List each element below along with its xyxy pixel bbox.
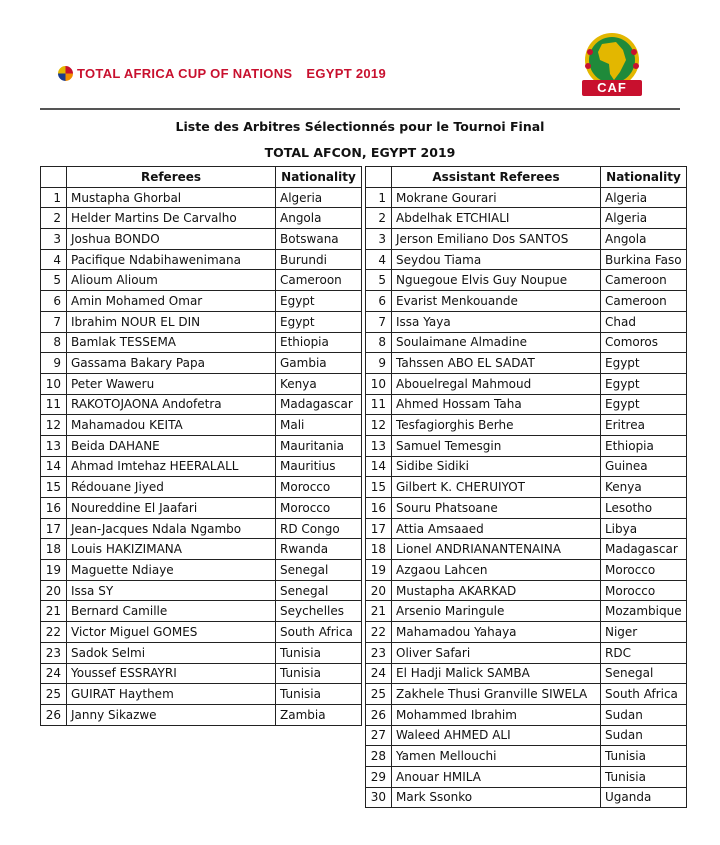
referee-row <box>41 456 362 477</box>
referee-nationality: Botswana <box>276 229 362 250</box>
assistant-referee-number: 30 <box>366 787 392 808</box>
assistant-referee-name: Ahmed Hossam Taha <box>392 394 601 415</box>
assistant-referee-nationality: South Africa <box>601 684 687 705</box>
referee-name: Jean-Jacques Ndala Ngambo <box>67 518 276 539</box>
assistant-header-nationality: Nationality <box>601 167 687 188</box>
assistant-referee-nationality: Morocco <box>601 560 687 581</box>
assistant-referee-name: Gilbert K. CHERUIYOT <box>392 477 601 498</box>
referee-number: 17 <box>41 518 67 539</box>
assistant-referee-nationality: Guinea <box>601 456 687 477</box>
referee-nationality: Kenya <box>276 373 362 394</box>
referee-number: 8 <box>41 332 67 353</box>
referee-name: Janny Sikazwe <box>67 704 276 725</box>
referee-name: Alioum Alioum <box>67 270 276 291</box>
referee-name: Issa SY <box>67 580 276 601</box>
referee-row <box>41 353 362 374</box>
assistant-referee-number: 19 <box>366 560 392 581</box>
assistant-referee-number: 15 <box>366 477 392 498</box>
assistant-referee-nationality: Mozambique <box>601 601 687 622</box>
referee-nationality: Egypt <box>276 311 362 332</box>
assistant-referee-number: 7 <box>366 311 392 332</box>
assistant-referee-number: 23 <box>366 642 392 663</box>
referee-name: Helder Martins De Carvalho <box>67 208 276 229</box>
assistant-referee-row <box>366 704 687 725</box>
assistant-referee-row <box>366 663 687 684</box>
assistant-referee-row <box>366 560 687 581</box>
referee-number: 1 <box>41 187 67 208</box>
referee-name: Noureddine El Jaafari <box>67 498 276 519</box>
assistant-referee-name: Souru Phatsoane <box>392 498 601 519</box>
assistant-referee-nationality: Ethiopia <box>601 435 687 456</box>
assistant-referee-nationality: Tunisia <box>601 746 687 767</box>
referee-row <box>41 663 362 684</box>
referee-row <box>41 601 362 622</box>
referee-nationality: Algeria <box>276 187 362 208</box>
assistant-referees-header-row <box>366 167 687 188</box>
referee-nationality: Morocco <box>276 498 362 519</box>
assistant-referee-row <box>366 311 687 332</box>
assistant-referee-name: Jerson Emiliano Dos SANTOS <box>392 229 601 250</box>
referee-row <box>41 229 362 250</box>
referee-name: Rédouane Jiyed <box>67 477 276 498</box>
referee-number: 15 <box>41 477 67 498</box>
referee-number: 4 <box>41 249 67 270</box>
assistant-referee-nationality: Comoros <box>601 332 687 353</box>
assistant-referee-number: 9 <box>366 353 392 374</box>
referee-nationality: Gambia <box>276 353 362 374</box>
header-divider <box>40 108 680 110</box>
referee-row <box>41 415 362 436</box>
assistant-referee-nationality: Sudan <box>601 704 687 725</box>
assistant-referees-table-body <box>366 187 687 808</box>
assistant-referee-nationality: Lesotho <box>601 498 687 519</box>
referee-nationality: Mali <box>276 415 362 436</box>
assistant-header-name: Assistant Referees <box>392 167 601 188</box>
referee-row <box>41 270 362 291</box>
assistant-referee-row <box>366 622 687 643</box>
referee-nationality: Mauritania <box>276 435 362 456</box>
referee-nationality: Angola <box>276 208 362 229</box>
assistant-referee-number: 16 <box>366 498 392 519</box>
assistant-referee-name: Soulaimane Almadine <box>392 332 601 353</box>
referee-row <box>41 208 362 229</box>
referee-nationality: Senegal <box>276 580 362 601</box>
referee-row <box>41 580 362 601</box>
assistant-referee-name: Yamen Mellouchi <box>392 746 601 767</box>
referee-name: Peter Waweru <box>67 373 276 394</box>
assistant-referee-row <box>366 187 687 208</box>
referee-number: 22 <box>41 622 67 643</box>
referee-row <box>41 684 362 705</box>
referee-name: RAKOTOJAONA Andofetra <box>67 394 276 415</box>
referee-number: 14 <box>41 456 67 477</box>
referee-row <box>41 539 362 560</box>
referee-number: 10 <box>41 373 67 394</box>
brand-total-text: TOTAL AFRICA CUP OF NATIONS <box>77 66 293 81</box>
referee-row <box>41 187 362 208</box>
assistant-referee-nationality: RDC <box>601 642 687 663</box>
referee-name: Sadok Selmi <box>67 642 276 663</box>
document-subtitle: TOTAL AFCON, EGYPT 2019 <box>264 145 456 160</box>
assistant-referee-name: Abdelhak ETCHIALI <box>392 208 601 229</box>
assistant-referee-name: Azgaou Lahcen <box>392 560 601 581</box>
referee-name: Ahmad Imtehaz HEERALALL <box>67 456 276 477</box>
assistant-referee-name: Oliver Safari <box>392 642 601 663</box>
referee-number: 9 <box>41 353 67 374</box>
assistant-referee-number: 14 <box>366 456 392 477</box>
assistant-referee-number: 11 <box>366 394 392 415</box>
assistant-referee-name: Tahssen ABO EL SADAT <box>392 353 601 374</box>
document-header <box>0 0 720 110</box>
assistant-referee-number: 24 <box>366 663 392 684</box>
referee-nationality: Egypt <box>276 291 362 312</box>
assistant-referee-number: 8 <box>366 332 392 353</box>
referee-number: 18 <box>41 539 67 560</box>
referee-row <box>41 642 362 663</box>
assistant-referee-name: Mark Ssonko <box>392 787 601 808</box>
assistant-referee-row <box>366 332 687 353</box>
referee-nationality: RD Congo <box>276 518 362 539</box>
assistant-referee-number: 21 <box>366 601 392 622</box>
referee-row <box>41 477 362 498</box>
assistant-referee-row <box>366 249 687 270</box>
referee-number: 19 <box>41 560 67 581</box>
referee-number: 25 <box>41 684 67 705</box>
assistant-referee-row <box>366 518 687 539</box>
assistant-referee-name: Mohammed Ibrahim <box>392 704 601 725</box>
assistant-referee-row <box>366 435 687 456</box>
assistant-referee-number: 2 <box>366 208 392 229</box>
referees-table-body <box>41 187 362 725</box>
assistant-referee-name: Zakhele Thusi Granville SIWELA <box>392 684 601 705</box>
assistant-referee-number: 27 <box>366 725 392 746</box>
document-title: Liste des Arbitres Sélectionnés pour le Tournoi Final <box>175 119 545 134</box>
assistant-referee-number: 29 <box>366 766 392 787</box>
assistant-referee-name: Lionel ANDRIANANTENAINA <box>392 539 601 560</box>
referee-row <box>41 518 362 539</box>
assistant-referees-table <box>365 166 687 808</box>
assistant-referee-number: 1 <box>366 187 392 208</box>
total-logo-icon <box>58 66 73 81</box>
referee-nationality: Cameroon <box>276 270 362 291</box>
assistant-referee-nationality: Madagascar <box>601 539 687 560</box>
assistant-referee-nationality: Burkina Faso <box>601 249 687 270</box>
referee-nationality: Senegal <box>276 560 362 581</box>
assistant-referee-nationality: Angola <box>601 229 687 250</box>
assistant-referee-row <box>366 580 687 601</box>
assistant-referee-nationality: Libya <box>601 518 687 539</box>
assistant-referee-nationality: Uganda <box>601 787 687 808</box>
assistant-referee-row <box>366 353 687 374</box>
referee-nationality: Tunisia <box>276 684 362 705</box>
assistant-referee-name: Mokrane Gourari <box>392 187 601 208</box>
referee-name: Maguette Ndiaye <box>67 560 276 581</box>
assistant-referee-number: 5 <box>366 270 392 291</box>
assistant-referee-number: 12 <box>366 415 392 436</box>
referee-number: 2 <box>41 208 67 229</box>
assistant-referee-nationality: Cameroon <box>601 270 687 291</box>
assistant-referee-name: Anouar HMILA <box>392 766 601 787</box>
referee-name: Bamlak TESSEMA <box>67 332 276 353</box>
assistant-referee-row <box>366 539 687 560</box>
assistant-referee-row <box>366 394 687 415</box>
referee-name: Youssef ESSRAYRI <box>67 663 276 684</box>
assistant-referee-row <box>366 746 687 767</box>
assistant-referee-number: 4 <box>366 249 392 270</box>
assistant-referee-number: 10 <box>366 373 392 394</box>
assistant-referee-name: Mustapha AKARKAD <box>392 580 601 601</box>
referee-row <box>41 394 362 415</box>
assistant-referee-name: Mahamadou Yahaya <box>392 622 601 643</box>
assistant-referee-name: Seydou Tiama <box>392 249 601 270</box>
referee-nationality: Burundi <box>276 249 362 270</box>
assistant-referee-row <box>366 725 687 746</box>
referee-row <box>41 373 362 394</box>
assistant-referee-name: Attia Amsaaed <box>392 518 601 539</box>
assistant-referee-nationality: Cameroon <box>601 291 687 312</box>
referees-header-row <box>41 167 362 188</box>
assistant-referee-name: El Hadji Malick SAMBA <box>392 663 601 684</box>
assistant-referee-name: Tesfagiorghis Berhe <box>392 415 601 436</box>
referee-name: Gassama Bakary Papa <box>67 353 276 374</box>
referee-row <box>41 291 362 312</box>
referee-row <box>41 249 362 270</box>
referee-number: 7 <box>41 311 67 332</box>
assistant-referee-row <box>366 270 687 291</box>
assistant-referee-number: 26 <box>366 704 392 725</box>
assistant-referee-nationality: Algeria <box>601 208 687 229</box>
total-afcon-brand <box>58 66 386 81</box>
referee-nationality: Seychelles <box>276 601 362 622</box>
assistant-referee-name: Samuel Temesgin <box>392 435 601 456</box>
assistant-referee-name: Issa Yaya <box>392 311 601 332</box>
referee-number: 12 <box>41 415 67 436</box>
referees-header-name: Referees <box>67 167 276 188</box>
referee-row <box>41 560 362 581</box>
assistant-referee-row <box>366 415 687 436</box>
referee-name: Beida DAHANE <box>67 435 276 456</box>
referee-row <box>41 332 362 353</box>
assistant-referee-name: Abouelregal Mahmoud <box>392 373 601 394</box>
assistant-referee-number: 28 <box>366 746 392 767</box>
referee-name: Bernard Camille <box>67 601 276 622</box>
assistant-referee-number: 20 <box>366 580 392 601</box>
assistant-referee-nationality: Algeria <box>601 187 687 208</box>
referee-nationality: Morocco <box>276 477 362 498</box>
assistant-referee-number: 22 <box>366 622 392 643</box>
brand-country-text: EGYPT 2019 <box>306 66 386 81</box>
referee-name: Amin Mohamed Omar <box>67 291 276 312</box>
assistant-referee-name: Arsenio Maringule <box>392 601 601 622</box>
assistant-referee-nationality: Morocco <box>601 580 687 601</box>
referee-row <box>41 311 362 332</box>
referee-nationality: Mauritius <box>276 456 362 477</box>
referee-name: Pacifique Ndabihawenimana <box>67 249 276 270</box>
assistant-referee-row <box>366 373 687 394</box>
referee-row <box>41 622 362 643</box>
referee-number: 6 <box>41 291 67 312</box>
assistant-referee-name: Evarist Menkouande <box>392 291 601 312</box>
referee-name: Mustapha Ghorbal <box>67 187 276 208</box>
referee-name: Louis HAKIZIMANA <box>67 539 276 560</box>
caf-label: CAF <box>582 80 642 96</box>
referees-header-nationality: Nationality <box>276 167 362 188</box>
assistant-referee-row <box>366 229 687 250</box>
assistant-referee-number: 3 <box>366 229 392 250</box>
referee-number: 26 <box>41 704 67 725</box>
assistant-referee-row <box>366 642 687 663</box>
assistant-referee-row <box>366 766 687 787</box>
referee-nationality: Ethiopia <box>276 332 362 353</box>
referee-number: 3 <box>41 229 67 250</box>
assistant-referee-nationality: Niger <box>601 622 687 643</box>
assistant-referee-nationality: Eritrea <box>601 415 687 436</box>
referee-nationality: Tunisia <box>276 663 362 684</box>
referee-nationality: South Africa <box>276 622 362 643</box>
assistant-referee-row <box>366 684 687 705</box>
assistant-referee-number: 18 <box>366 539 392 560</box>
referee-row <box>41 704 362 725</box>
referee-number: 23 <box>41 642 67 663</box>
referees-header-no <box>41 167 67 188</box>
referee-name: Joshua BONDO <box>67 229 276 250</box>
referee-name: Ibrahim NOUR EL DIN <box>67 311 276 332</box>
referee-number: 20 <box>41 580 67 601</box>
referee-nationality: Rwanda <box>276 539 362 560</box>
referee-name: Mahamadou KEITA <box>67 415 276 436</box>
referee-number: 16 <box>41 498 67 519</box>
assistant-referee-nationality: Chad <box>601 311 687 332</box>
assistant-referee-row <box>366 456 687 477</box>
assistant-referee-row <box>366 477 687 498</box>
assistant-referee-row <box>366 787 687 808</box>
assistant-referee-nationality: Egypt <box>601 353 687 374</box>
assistant-referee-nationality: Kenya <box>601 477 687 498</box>
referee-nationality: Tunisia <box>276 642 362 663</box>
referee-number: 5 <box>41 270 67 291</box>
referee-number: 21 <box>41 601 67 622</box>
assistant-referee-number: 6 <box>366 291 392 312</box>
referees-table <box>40 166 362 726</box>
referee-name: Victor Miguel GOMES <box>67 622 276 643</box>
referee-row <box>41 435 362 456</box>
assistant-referee-name: Sidibe Sidiki <box>392 456 601 477</box>
assistant-referee-name: Waleed AHMED ALI <box>392 725 601 746</box>
assistant-referee-number: 17 <box>366 518 392 539</box>
assistant-referee-nationality: Senegal <box>601 663 687 684</box>
referee-nationality: Zambia <box>276 704 362 725</box>
assistant-referee-name: Nguegoue Elvis Guy Noupue <box>392 270 601 291</box>
assistant-referee-row <box>366 498 687 519</box>
assistant-referee-number: 25 <box>366 684 392 705</box>
assistant-referee-nationality: Tunisia <box>601 766 687 787</box>
assistant-referee-row <box>366 601 687 622</box>
assistant-header-no <box>366 167 392 188</box>
referee-number: 24 <box>41 663 67 684</box>
referee-row <box>41 498 362 519</box>
assistant-referee-row <box>366 208 687 229</box>
referee-number: 13 <box>41 435 67 456</box>
referee-nationality: Madagascar <box>276 394 362 415</box>
assistant-referee-nationality: Egypt <box>601 394 687 415</box>
assistant-referee-nationality: Sudan <box>601 725 687 746</box>
referee-number: 11 <box>41 394 67 415</box>
referee-name: GUIRAT Haythem <box>67 684 276 705</box>
assistant-referee-nationality: Egypt <box>601 373 687 394</box>
assistant-referee-number: 13 <box>366 435 392 456</box>
assistant-referee-row <box>366 291 687 312</box>
